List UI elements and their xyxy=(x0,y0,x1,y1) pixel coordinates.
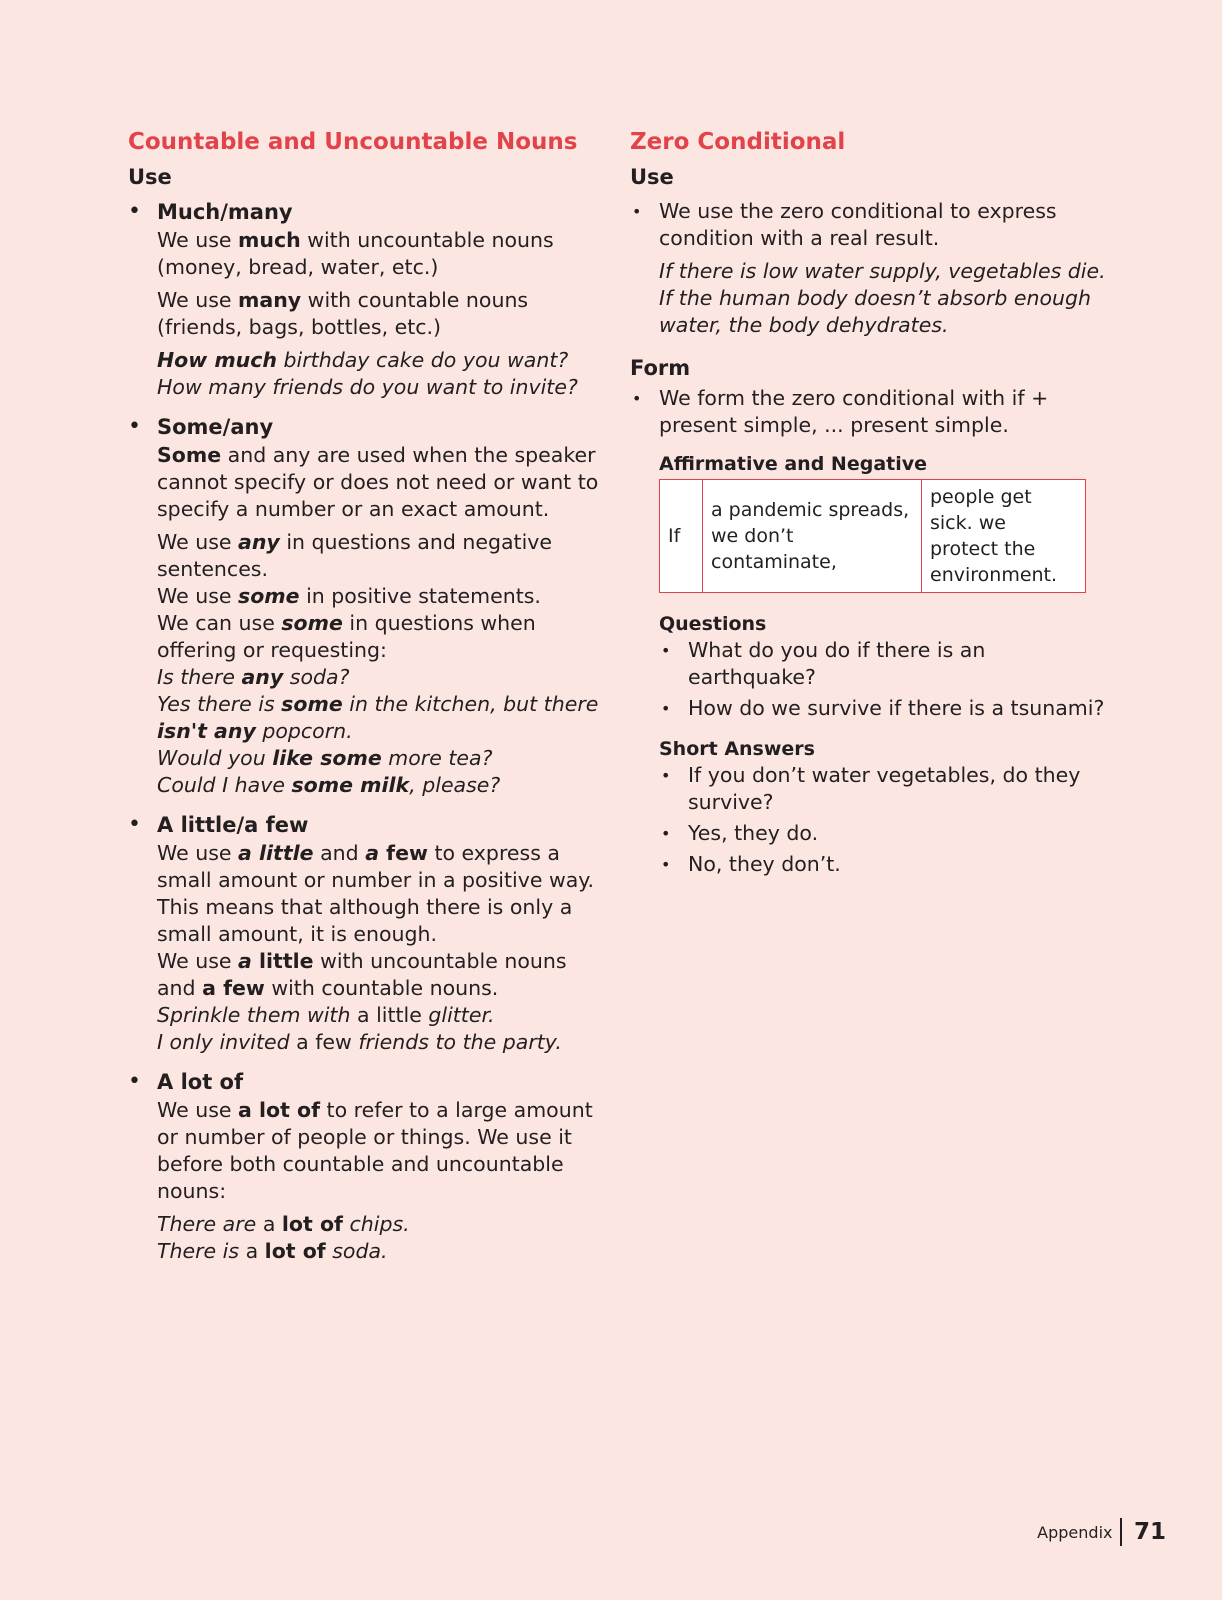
rule-text: Some and any are used when the speaker cannot specify or does not need or want to specify a number or an exact amount. xyxy=(157,443,599,521)
bullet-dot: • xyxy=(661,824,671,843)
use-heading: Use xyxy=(128,165,172,189)
example: Could I have some milk, please? xyxy=(157,773,501,797)
rule-text: We use a little and a few to express a small amount or number in a positive way. This means that although there is only a small amount, it is enough. xyxy=(157,841,595,946)
bullet-dot: • xyxy=(128,812,141,837)
page-number: 71 xyxy=(1133,1519,1166,1545)
page-footer xyxy=(1037,1518,1166,1546)
example: How much birthday cake do you want? xyxy=(157,348,569,372)
section-title-nouns: Countable and Uncountable Nouns xyxy=(128,129,578,155)
example: There is a lot of soda. xyxy=(157,1239,388,1263)
bullet-heading: Much/many xyxy=(157,200,293,224)
footer-divider xyxy=(1120,1518,1122,1546)
bullet-heading: A lot of xyxy=(157,1070,244,1094)
use-bullet xyxy=(630,198,1110,339)
bullet-dot: • xyxy=(661,766,671,785)
rule-many: We use many with countable nouns (friends, bags, bottles, etc.) xyxy=(157,288,529,339)
affirmative-negative-block xyxy=(630,451,1110,878)
bullet-dot: • xyxy=(632,389,642,408)
bullet-dot: • xyxy=(128,414,141,439)
rule-text: We can use some in questions when offering or requesting: xyxy=(157,611,536,662)
grammar-table xyxy=(659,479,1086,593)
example: Sprinkle them with a little glitter. xyxy=(157,1003,495,1027)
list-item: • How do we survive if there is a tsunami? xyxy=(659,695,1110,722)
bullet-little-few xyxy=(128,811,608,1056)
questions-heading: Questions xyxy=(659,613,767,635)
form-text: We form the zero conditional with if + present simple, ... present simple. xyxy=(659,386,1049,437)
list-item: • Yes, they do. xyxy=(659,820,1110,847)
bullet-heading: Some/any xyxy=(157,415,274,439)
bullet-some-any xyxy=(128,413,608,799)
bullet-dot: • xyxy=(661,699,671,718)
example: Yes there is some in the kitchen, but there isn't any popcorn. xyxy=(157,692,599,743)
example: If the human body doesn’t absorb enough water, the body dehydrates. xyxy=(659,286,1091,337)
table-cell-if: If xyxy=(660,480,703,593)
rule-text: We use a lot of to refer to a large amount or number of people or things. We use it before both countable and uncountable nouns: xyxy=(157,1098,593,1203)
right-column xyxy=(630,126,1110,878)
example: If there is low water supply, vegetables die. xyxy=(659,259,1106,283)
use-heading: Use xyxy=(630,165,674,189)
form-heading: Form xyxy=(630,356,691,380)
rule-text: We use a little with uncountable nouns and a few with countable nouns. xyxy=(157,949,567,1000)
form-bullet xyxy=(630,385,1110,439)
example: There are a lot of chips. xyxy=(157,1212,410,1236)
table-cell-result: people get sick. we protect the environment. xyxy=(922,480,1086,593)
bullet-much-many xyxy=(128,198,608,401)
example: How many friends do you want to invite? xyxy=(157,375,578,399)
section-title-zero-conditional: Zero Conditional xyxy=(630,129,846,155)
bullet-dot: • xyxy=(661,855,671,874)
example: Is there any soda? xyxy=(157,665,350,689)
footer-section-label: Appendix xyxy=(1037,1522,1113,1542)
rule-text: We use some in positive statements. xyxy=(157,584,541,608)
affirmative-negative-heading: Affirmative and Negative xyxy=(659,453,928,475)
use-text: We use the zero conditional to express condition with a real result. xyxy=(659,199,1057,250)
bullet-dot: • xyxy=(661,641,671,660)
rule-text: We use any in questions and negative sentences. xyxy=(157,530,553,581)
bullet-dot: • xyxy=(128,1069,141,1094)
example: Would you like some more tea? xyxy=(157,746,493,770)
left-column xyxy=(128,126,608,1265)
table-cell-condition: a pandemic spreads, we don’t contaminate, xyxy=(703,480,922,593)
list-item: • What do you do if there is an earthquake? xyxy=(661,638,986,689)
bullet-dot: • xyxy=(632,202,642,221)
bullet-heading: A little/a few xyxy=(157,813,309,837)
short-answers-heading: Short Answers xyxy=(659,738,815,760)
example: I only invited a few friends to the party. xyxy=(157,1030,562,1054)
list-item: • If you don’t water vegetables, do they survive? xyxy=(661,763,1081,814)
bullet-lot-of xyxy=(128,1068,608,1265)
table-row xyxy=(660,480,1086,593)
list-item: • No, they don’t. xyxy=(659,851,1110,878)
bullet-dot: • xyxy=(128,199,141,224)
rule-much: We use much with uncountable nouns (money, bread, water, etc.) xyxy=(157,228,554,279)
